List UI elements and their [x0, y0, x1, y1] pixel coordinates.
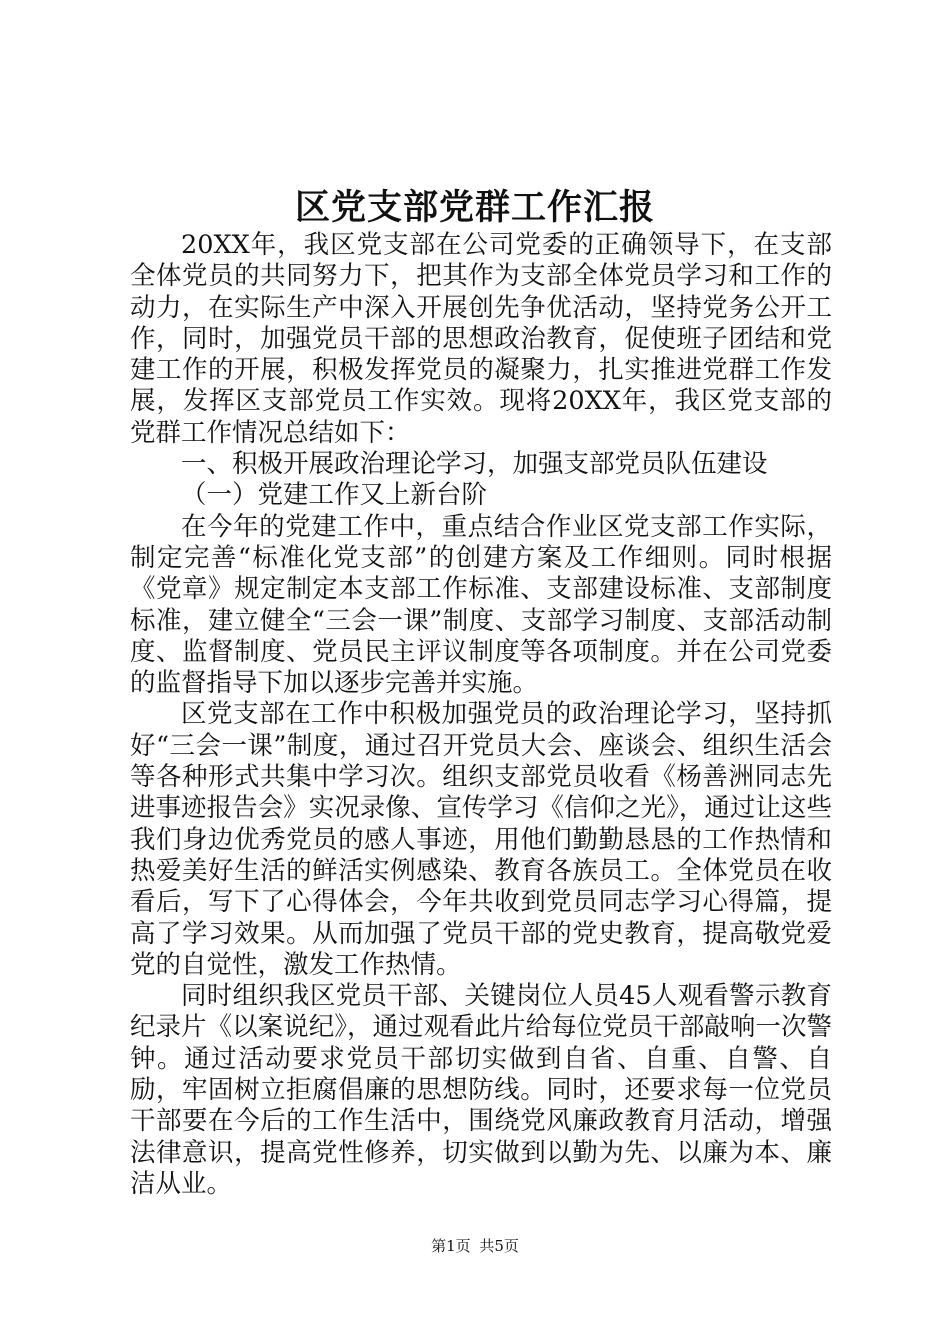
document-body: [130, 230, 832, 1200]
section-heading: 一、积极开展政治理论学习，加强支部党员队伍建设: [181, 449, 768, 480]
paragraph-party-building: 在今年的党建工作中，重点结合作业区党支部工作实际，制定完善“标准化党支部”的创建方案及工作细则。同时根据《党章》规定制定本支部工作标准、支部建设标准、支部制度标准，建立健全“三会一课”制度、支部学习制度、支部活动制度、监督制度、党员民主评议制度等各项制度。并在公司党委的监督指导下加以逐步完善并实施。: [130, 511, 832, 699]
page-number: 第1页: [431, 1237, 471, 1255]
subsection-heading: （一）党建工作又上新台阶: [181, 480, 488, 511]
paragraph-theory-study: 区党支部在工作中积极加强党员的政治理论学习，坚持抓好“三会一课”制度，通过召开党员大会、座谈会、组织生活会等各种形式共集中学习次。组织支部党员收看《杨善洲同志先进事迹报告会》实况录像、宣传学习《信仰之光》，通过让这些我们身边优秀党员的感人事迹，用他们勤勤恳恳的工作热情和热爱美好生活的鲜活实例感染、教育各族员工。全体党员在收看后，写下了心得体会，今年共收到党员同志学习心得篇，提高了学习效果。从而加强了党员干部的党史教育，提高敬党爱党的自觉性，激发工作热情。: [130, 699, 832, 980]
paragraph-intro: 20XX年，我区党支部在公司党委的正确领导下，在支部全体党员的共同努力下，把其作为支部全体党员学习和工作的动力，在实际生产中深入开展创先争优活动，坚持党务公开工作，同时，加强党员干部的思想政治教育，促使班子团结和党建工作的开展，积极发挥党员的凝聚力，扎实推进党群工作发展，发挥区支部党员工作实效。现将20XX年，我区党支部的党群工作情况总结如下：: [130, 230, 832, 448]
page-total: 共5页: [479, 1237, 519, 1255]
page-footer: [0, 1236, 950, 1256]
document-title: 区党支部党群工作汇报: [294, 187, 655, 228]
paragraph-warning-education: 同时组织我区党员干部、关键岗位人员45人观看警示教育纪录片《以案说纪》，通过观看此片给每位党员干部敲响一次警钟。通过活动要求党员干部切实做到自省、自重、自警、自励，牢固树立拒腐倡廉的思想防线。同时，还要求每一位党员干部要在今后的工作生活中，围绕党风廉政教育月活动，增强法律意识，提高党性修养，切实做到以勤为先、以廉为本、廉洁从业。: [130, 981, 832, 1199]
